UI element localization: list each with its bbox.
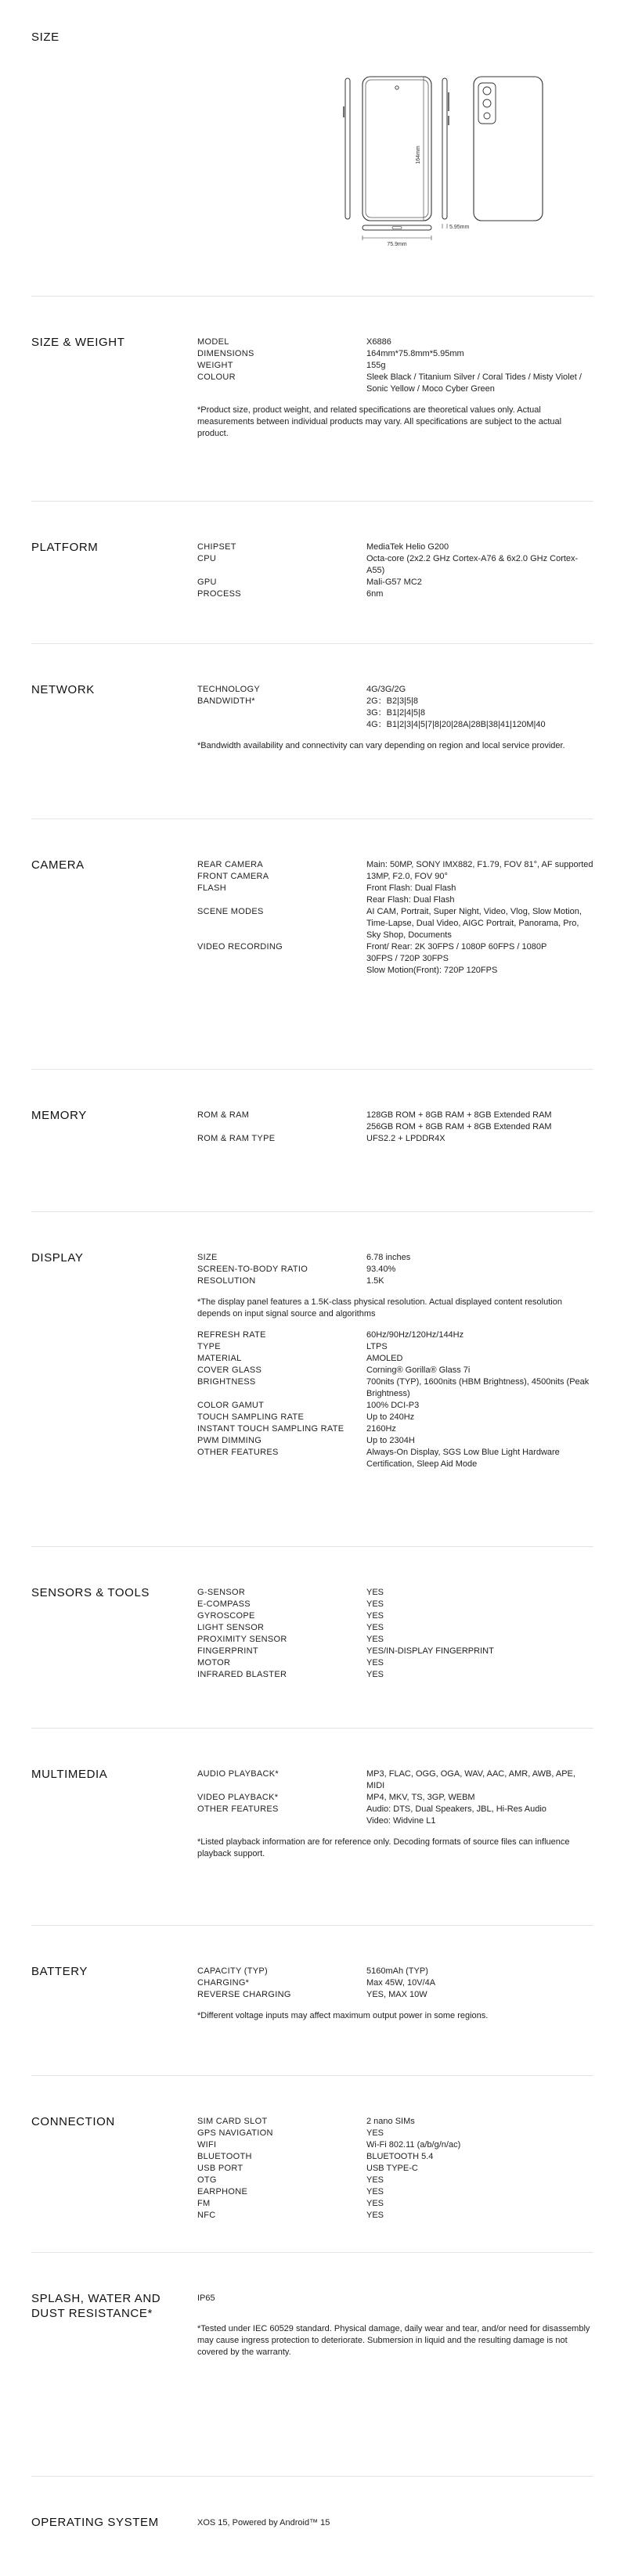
spec-row	[197, 1657, 593, 1669]
spec-label: ROM & RAM	[197, 1110, 250, 1120]
spec-value: IP65	[197, 2294, 215, 2303]
spec-value: MediaTek Helio G200	[366, 542, 449, 552]
spec-value: 2 nano SIMs	[366, 2117, 415, 2126]
spec-value: 155g	[366, 361, 386, 370]
divider	[31, 1069, 593, 1070]
spec-value: BLUETOOTH 5.4	[366, 2152, 434, 2161]
spec-note: *Listed playback information are for reference only. Decoding formats of source files can influence playback support.	[197, 1837, 570, 1858]
spec-row	[197, 577, 593, 588]
spec-value: YES	[366, 1670, 384, 1679]
section-display	[31, 1250, 593, 1516]
divider	[31, 2476, 593, 2477]
spec-label: SIZE	[197, 1253, 218, 1262]
spec-row	[197, 1447, 593, 1470]
spec-row	[197, 941, 593, 953]
spec-label	[197, 707, 366, 719]
spec-row	[197, 1587, 593, 1599]
spec-row	[197, 1634, 593, 1646]
spec-value: YES	[366, 2199, 384, 2208]
section-network	[31, 682, 593, 784]
spec-row	[197, 2163, 593, 2175]
section-title: SIZE	[31, 31, 60, 44]
spec-row	[197, 1252, 593, 1264]
spec-value: Sleek Black / Titanium Silver / Coral Tides / Misty Violet / Sonic Yellow / Moco Cyber Green	[366, 372, 582, 394]
section-title: MULTIMEDIA	[31, 1768, 108, 1781]
spec-label	[197, 953, 366, 965]
spec-label: USB PORT	[197, 2164, 243, 2173]
spec-label: GPS NAVIGATION	[197, 2128, 273, 2138]
section-sensors-tools	[31, 1585, 593, 1695]
spec-row	[197, 1966, 593, 1977]
spec-label: CPU	[197, 554, 217, 563]
spec-value: YES	[366, 1599, 384, 1609]
spec-row	[197, 1400, 593, 1412]
spec-body	[197, 1966, 593, 2022]
spec-row	[197, 1110, 593, 1121]
section-title: MEMORY	[31, 1109, 87, 1122]
spec-label	[197, 719, 366, 731]
spec-label: BANDWIDTH*	[197, 696, 255, 706]
section-title: CAMERA	[31, 858, 85, 872]
spec-row	[197, 684, 593, 696]
spec-row	[197, 1669, 593, 1681]
spec-label: BRIGHTNESS	[197, 1377, 256, 1387]
spec-row	[197, 372, 593, 395]
spec-row	[197, 906, 593, 941]
spec-label: INSTANT TOUCH SAMPLING RATE	[197, 1424, 344, 1434]
spec-label: PWM DIMMING	[197, 1436, 262, 1445]
spec-label: COLOR GAMUT	[197, 1401, 265, 1410]
spec-row	[197, 2151, 593, 2163]
section-size-weight	[31, 335, 593, 468]
spec-note: *Different voltage inputs may affect maximum output power in some regions.	[197, 2011, 489, 2020]
spec-value: Up to 240Hz	[366, 1412, 415, 1422]
spec-row	[197, 1599, 593, 1610]
spec-body	[197, 2116, 593, 2222]
spec-value: Front Flash: Dual Flash	[366, 883, 456, 893]
spec-label: SCREEN-TO-BODY RATIO	[197, 1265, 308, 1274]
spec-value: LTPS	[366, 1342, 388, 1351]
spec-label: PROXIMITY SENSOR	[197, 1635, 287, 1644]
spec-value: Corning® Gorilla® Glass 7i	[366, 1365, 471, 1375]
spec-label: WIFI	[197, 2140, 217, 2150]
spec-row	[197, 360, 593, 372]
spec-value: Video: Widvine L1	[366, 1816, 436, 1826]
spec-row	[197, 1804, 593, 1815]
spec-row	[197, 1133, 593, 1145]
spec-label	[197, 965, 366, 977]
spec-label: E-COMPASS	[197, 1599, 251, 1609]
section-splash-water-dust	[31, 2291, 593, 2401]
spec-label: ROM & RAM TYPE	[197, 1134, 276, 1143]
spec-label: INFRARED BLASTER	[197, 1670, 287, 1679]
spec-row	[197, 1353, 593, 1365]
width-dimension-label: 75.9mm	[387, 242, 407, 247]
spec-row	[197, 707, 593, 719]
spec-value: Rear Flash: Dual Flash	[366, 895, 455, 905]
divider	[31, 501, 593, 502]
spec-value: 5160mAh (TYP)	[366, 1966, 428, 1976]
section-multimedia	[31, 1767, 593, 1900]
spec-label	[197, 894, 366, 906]
divider	[31, 2252, 593, 2253]
spec-value: Mali-G57 MC2	[366, 577, 422, 587]
spec-value: AMOLED	[366, 1354, 403, 1363]
spec-label: BLUETOOTH	[197, 2152, 252, 2161]
spec-label: PROCESS	[197, 589, 241, 599]
spec-value: 13MP, F2.0, FOV 90°	[366, 872, 448, 881]
spec-value: Main: 50MP, SONY IMX882, F1.79, FOV 81°, AF supported	[366, 860, 593, 869]
spec-value: 164mm*75.8mm*5.95mm	[366, 349, 464, 358]
spec-value: Front/ Rear: 2K 30FPS / 1080P 60FPS / 1080P	[366, 942, 547, 952]
spec-row	[197, 2210, 593, 2222]
spec-value: Max 45W, 10V/4A	[366, 1978, 436, 1988]
section-title: SPLASH, WATER AND DUST RESISTANCE*	[31, 2292, 161, 2320]
spec-body	[197, 1587, 593, 1681]
spec-label: FRONT CAMERA	[197, 872, 269, 881]
divider	[31, 818, 593, 819]
spec-value: YES/IN-DISPLAY FINGERPRINT	[366, 1646, 494, 1656]
spec-row	[197, 859, 593, 871]
spec-body	[197, 336, 593, 440]
spec-row	[197, 1622, 593, 1634]
spec-row	[197, 883, 593, 894]
spec-row	[197, 553, 593, 577]
spec-label: TOUCH SAMPLING RATE	[197, 1412, 305, 1422]
spec-value: Octa-core (2x2.2 GHz Cortex-A76 & 6x2.0 GHz Cortex-A55)	[366, 554, 579, 575]
divider	[31, 296, 593, 297]
section-size	[31, 30, 593, 249]
spec-row	[197, 336, 593, 348]
phone-dimension-diagram	[341, 61, 593, 249]
spec-label: REFRESH RATE	[197, 1330, 266, 1340]
spec-label: LIGHT SENSOR	[197, 1623, 265, 1632]
spec-label: NFC	[197, 2211, 216, 2220]
spec-value: 2G：B2|3|5|8	[366, 696, 419, 706]
section-battery	[31, 1964, 593, 2058]
spec-row	[197, 1815, 593, 1827]
spec-value: 100% DCI-P3	[366, 1401, 420, 1410]
spec-value: Wi-Fi 802.11 (a/b/g/n/ac)	[366, 2140, 461, 2150]
spec-row	[197, 1329, 593, 1341]
section-title: BATTERY	[31, 1965, 88, 1978]
spec-label: VIDEO PLAYBACK*	[197, 1793, 279, 1802]
spec-label: COLOUR	[197, 372, 236, 382]
spec-value: 4G/3G/2G	[366, 685, 406, 694]
spec-row	[197, 1768, 593, 1792]
spec-value: YES	[366, 2211, 384, 2220]
section-title: SIZE & WEIGHT	[31, 336, 125, 349]
spec-body	[197, 1252, 593, 1470]
spec-value: Up to 2304H	[366, 1436, 415, 1445]
spec-label: DIMENSIONS	[197, 349, 254, 358]
spec-row	[197, 1365, 593, 1376]
spec-label: OTHER FEATURES	[197, 1448, 279, 1457]
spec-value: Always-On Display, SGS Low Blue Light Hardware Certification, Sleep Aid Mode	[366, 1448, 560, 1469]
spec-row	[197, 1423, 593, 1435]
spec-value: YES	[366, 2175, 384, 2185]
section-title: PLATFORM	[31, 541, 99, 554]
spec-value: 93.40%	[366, 1265, 396, 1274]
spec-value: YES	[366, 1588, 384, 1597]
spec-value: 6.78 inches	[366, 1253, 411, 1262]
spec-label: SCENE MODES	[197, 907, 264, 916]
spec-value: UFS2.2 + LPDDR4X	[366, 1134, 445, 1143]
spec-label: MOTOR	[197, 1658, 231, 1668]
spec-value: 1.5K	[366, 1276, 384, 1286]
spec-row	[197, 1792, 593, 1804]
spec-label: RESOLUTION	[197, 1276, 256, 1286]
spec-row	[197, 1977, 593, 1989]
spec-label: SIM CARD SLOT	[197, 2117, 268, 2126]
spec-value: AI CAM, Portrait, Super Night, Video, Vlog, Slow Motion, Time-Lapse, Dual Video, AIGC Portrait, Panorama, Pro, Sky Shop, Documents	[366, 907, 582, 940]
divider	[31, 1925, 593, 1926]
spec-value: 3G：B1|2|4|5|8	[366, 708, 426, 718]
spec-label: G-SENSOR	[197, 1588, 246, 1597]
spec-row	[197, 541, 593, 553]
spec-label	[197, 1121, 366, 1133]
spec-label: FM	[197, 2199, 211, 2208]
spec-label: MODEL	[197, 337, 229, 347]
spec-label: REVERSE CHARGING	[197, 1990, 291, 1999]
section-memory	[31, 1108, 593, 1194]
spec-label: FINGERPRINT	[197, 1646, 258, 1656]
spec-label: COVER GLASS	[197, 1365, 262, 1375]
spec-value: YES	[366, 1658, 384, 1668]
spec-value: 6nm	[366, 589, 384, 599]
spec-row	[197, 871, 593, 883]
spec-row	[197, 2128, 593, 2139]
spec-value: 256GB ROM + 8GB RAM + 8GB Extended RAM	[366, 1122, 552, 1131]
spec-row	[197, 2175, 593, 2186]
section-title: CONNECTION	[31, 2115, 115, 2128]
spec-row	[197, 965, 593, 977]
spec-label: OTHER FEATURES	[197, 1804, 279, 1814]
spec-value: Slow Motion(Front): 720P 120FPS	[366, 966, 498, 975]
spec-label: CAPACITY (TYP)	[197, 1966, 268, 1976]
section-title: SENSORS & TOOLS	[31, 1586, 150, 1599]
spec-body	[197, 2517, 593, 2529]
thickness-dimension-label: 5.95mm	[449, 225, 470, 230]
spec-label: CHARGING*	[197, 1978, 250, 1988]
spec-row	[197, 588, 593, 600]
spec-row	[197, 953, 593, 965]
spec-label: WEIGHT	[197, 361, 233, 370]
spec-label: GYROSCOPE	[197, 1611, 255, 1621]
spec-label: CHIPSET	[197, 542, 236, 552]
divider	[31, 1546, 593, 1547]
spec-label	[197, 1815, 366, 1827]
section-title: OPERATING SYSTEM	[31, 2516, 159, 2529]
spec-row	[197, 1989, 593, 2001]
spec-label: EARPHONE	[197, 2187, 248, 2196]
spec-row	[197, 894, 593, 906]
divider	[31, 643, 593, 644]
spec-row	[197, 2186, 593, 2198]
spec-value: USB TYPE-C	[366, 2164, 418, 2173]
spec-row	[197, 2116, 593, 2128]
divider	[31, 2075, 593, 2076]
spec-label: REAR CAMERA	[197, 860, 263, 869]
divider	[31, 1728, 593, 1729]
spec-body	[197, 541, 593, 600]
section-title: DISPLAY	[31, 1251, 84, 1265]
spec-row	[197, 2198, 593, 2210]
spec-row	[197, 1376, 593, 1400]
spec-label: TYPE	[197, 1342, 221, 1351]
spec-label: VIDEO RECORDING	[197, 942, 283, 952]
spec-label: OTG	[197, 2175, 217, 2185]
spec-label: MATERIAL	[197, 1354, 242, 1363]
spec-value: Audio: DTS, Dual Speakers, JBL, Hi-Res Audio	[366, 1804, 546, 1814]
spec-row	[197, 1121, 593, 1133]
section-platform	[31, 540, 593, 618]
spec-label: AUDIO PLAYBACK*	[197, 1769, 279, 1779]
spec-body	[197, 859, 593, 977]
spec-value: X6886	[366, 337, 391, 347]
spec-value: YES	[366, 1635, 384, 1644]
spec-value: MP4, MKV, TS, 3GP, WEBM	[366, 1793, 475, 1802]
spec-label: FLASH	[197, 883, 226, 893]
spec-body	[197, 684, 593, 752]
spec-note: *Bandwidth availability and connectivity can vary depending on region and local service provider.	[197, 741, 565, 750]
spec-value: YES	[366, 2128, 384, 2138]
spec-row	[197, 1264, 593, 1275]
spec-value: 60Hz/90Hz/120Hz/144Hz	[366, 1330, 464, 1340]
spec-value: 4G：B1|2|3|4|5|7|8|20|28A|28B|38|41|120M|40	[366, 720, 546, 729]
spec-row	[197, 348, 593, 360]
spec-value: MP3, FLAC, OGG, OGA, WAV, AAC, AMR, AWB, APE, MIDI	[366, 1769, 575, 1790]
spec-value: 30FPS / 720P 30FPS	[366, 954, 449, 963]
section-connection	[31, 2114, 593, 2232]
spec-row	[197, 719, 593, 731]
spec-note: *Product size, product weight, and related specifications are theoretical values only. Actual measurements between individual products may vary. All specifications are subject to the actual product.	[197, 405, 562, 438]
spec-note: *Tested under IEC 60529 standard. Physical damage, daily wear and tear, and/or need for disassembly may cause ingress protection to deteriorate. Submersion in liquid and the resulting damage is not covered by the warranty.	[197, 2324, 590, 2357]
spec-label: GPU	[197, 577, 217, 587]
spec-row	[197, 1435, 593, 1447]
spec-body	[197, 1768, 593, 1860]
spec-value: YES	[366, 2187, 384, 2196]
spec-body	[197, 2293, 593, 2358]
section-title: NETWORK	[31, 683, 95, 696]
spec-value: YES	[366, 1623, 384, 1632]
spec-row	[197, 1341, 593, 1353]
spec-value: 700nits (TYP), 1600nits (HBM Brightness), 4500nits (Peak Brightness)	[366, 1377, 590, 1398]
spec-value: 128GB ROM + 8GB RAM + 8GB Extended RAM	[366, 1110, 552, 1120]
spec-value: YES	[366, 1611, 384, 1621]
spec-value: YES, MAX 10W	[366, 1990, 427, 1999]
spec-label: TECHNOLOGY	[197, 685, 261, 694]
spec-row	[197, 1646, 593, 1657]
section-operating-system	[31, 2515, 593, 2546]
section-camera	[31, 858, 593, 1038]
spec-row	[197, 1610, 593, 1622]
spec-body	[197, 1110, 593, 1145]
spec-row	[197, 696, 593, 707]
divider	[31, 1211, 593, 1212]
spec-note: *The display panel features a 1.5K-class physical resolution. Actual displayed content resolution depends on input signal source and algorithms	[197, 1297, 562, 1319]
spec-row	[197, 1412, 593, 1423]
spec-row	[197, 1275, 593, 1287]
height-dimension-label: 164mm	[416, 146, 421, 164]
spec-value: XOS 15, Powered by Android™ 15	[197, 2518, 330, 2527]
spec-row	[197, 2139, 593, 2151]
spec-value: 2160Hz	[366, 1424, 396, 1434]
